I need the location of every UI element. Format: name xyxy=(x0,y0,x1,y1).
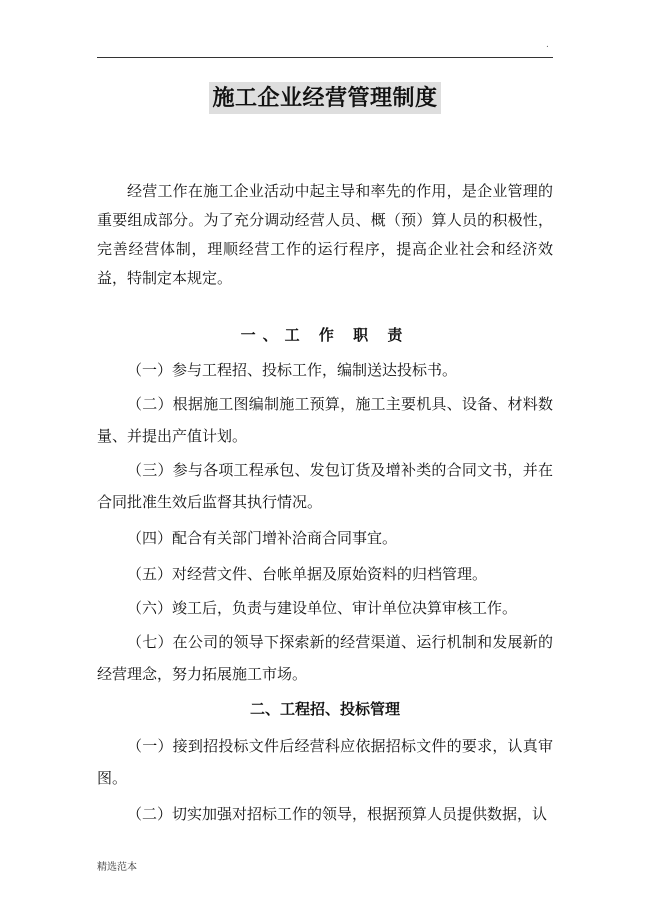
page-title xyxy=(0,82,650,114)
header-rule xyxy=(97,57,553,58)
page-title-text: 施工企业经营管理制度 xyxy=(209,82,440,114)
section-heading-duties: 一、工 作 职 责 xyxy=(240,326,410,344)
duty-item-7: （七）在公司的领导下探索新的经营渠道、运行机制和发展新的经营理念，努力拓展施工市场。 xyxy=(97,633,553,683)
duty-item-1: （一）参与工程招、投标工作，编制送达投标书。 xyxy=(127,361,458,379)
duty-item-2: （二）根据施工图编制施工预算，施工主要机具、设备、材料数量、并提出产值计划。 xyxy=(97,395,553,445)
intro-paragraph: 经营工作在施工企业活动中起主导和率先的作用，是企业管理的重要组成部分。为了充分调动经营人员、概（预）算人员的积极性，完善经营体制，理顺经营工作的运行程序，提高企业社会和经济效益，特制定本规定。 xyxy=(97,182,553,287)
section-heading-bidding: 二、工程招、投标管理 xyxy=(249,700,400,718)
bidding-item-2: （二）切实加强对招标工作的领导，根据预算人员提供数据，认 xyxy=(127,805,548,823)
bidding-item-1: （一）接到招投标文件后经营科应依据招标文件的要求，认真审图。 xyxy=(97,737,553,787)
duty-item-4: （四）配合有关部门增补洽商合同事宜。 xyxy=(127,529,398,547)
footer-label: 精选范本 xyxy=(97,862,137,873)
duty-item-5: （五）对经营文件、台帐单据及原始资料的归档管理。 xyxy=(127,565,488,583)
header-mark: . xyxy=(546,40,549,50)
duty-item-6: （六）竣工后，负责与建设单位、审计单位决算审核工作。 xyxy=(127,599,518,617)
duty-item-3: （三）参与各项工程承包、发包订货及增补类的合同文书，并在合同批准生效后监督其执行情况。 xyxy=(97,461,553,511)
